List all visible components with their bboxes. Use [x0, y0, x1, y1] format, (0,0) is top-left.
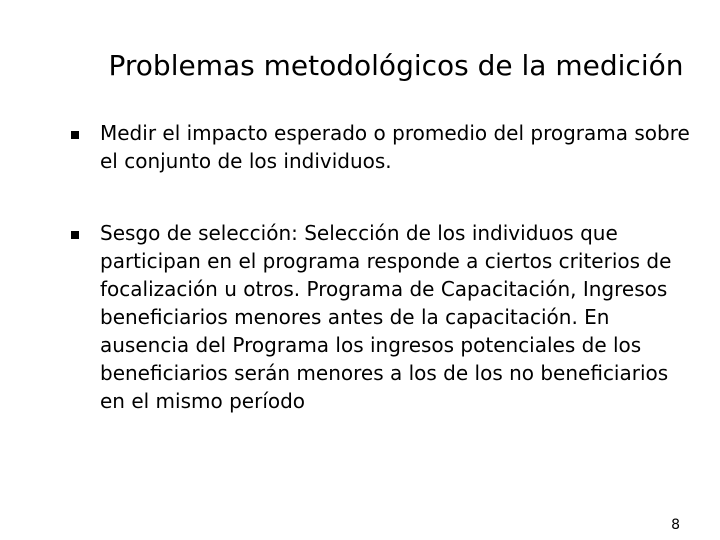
- bullet-text: Sesgo de selección: Selección de los individuos que participan en el programa responde a ciertos criterios de focalización u otros. Programa de Capacitación, Ingresos beneficiarios menores antes de la capacitación. En ausencia del Programa los ingresos potenciales de los beneficiarios serán menores a los de los no beneficiarios en el mismo período: [100, 221, 672, 413]
- slide-title: Problemas metodológicos de la medición: [108, 49, 684, 82]
- bullet-item: [100, 219, 690, 415]
- square-bullet-icon: [71, 231, 79, 239]
- bullet-item: [100, 119, 690, 175]
- page-number: 8: [671, 517, 680, 533]
- square-bullet-icon: [71, 131, 79, 139]
- bullet-text: Medir el impacto esperado o promedio del programa sobre el conjunto de los individuos.: [100, 121, 690, 173]
